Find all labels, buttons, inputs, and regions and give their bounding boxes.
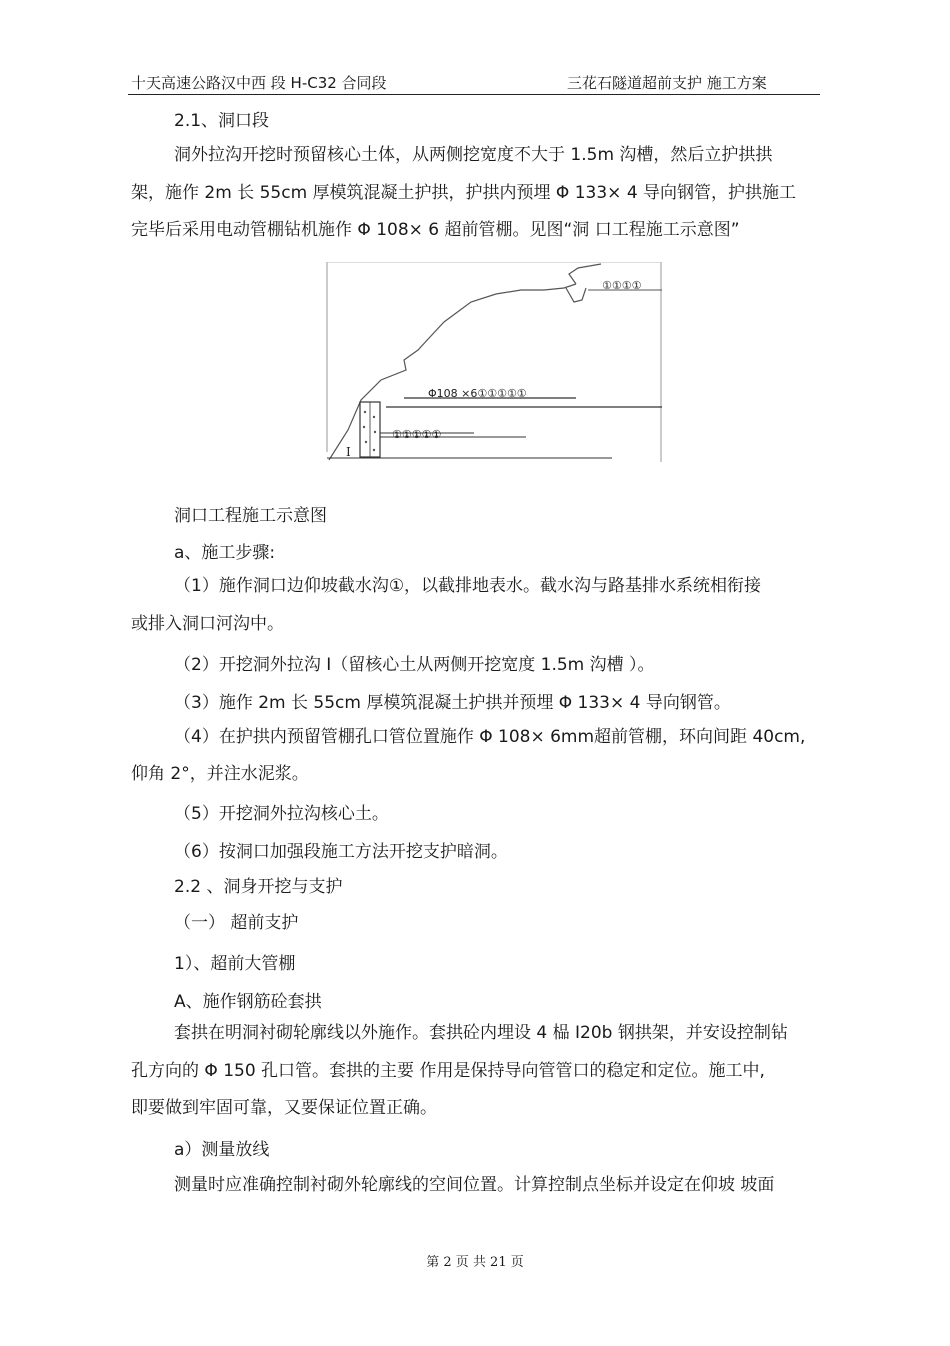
section-2-1-title: 2.1、洞口段 [174, 111, 270, 131]
step-6: （6）按洞口加强段施工方法开挖支护暗洞。 [174, 842, 508, 862]
step-1-line-2: 或排入洞口河沟中。 [131, 614, 284, 634]
slope-line [329, 284, 576, 460]
section-2-2-title: 2.2 、洞身开挖与支护 [174, 877, 343, 897]
subheading-pipe-roof: 1）、超前大管棚 [174, 954, 296, 974]
paragraph-1-line-1: 洞外拉沟开挖时预留核心土体，从两侧挖宽度不大于 1.5m 沟槽，然后立护拱拱 [174, 145, 773, 165]
subheading-survey: a）测量放线 [174, 1140, 270, 1160]
step-5: （5）开挖洞外拉沟核心土。 [174, 804, 389, 824]
paragraph-1-line-2: 架，施作 2m 长 55cm 厚模筑混凝土护拱，护拱内预埋 Φ 133× 4 导向钢管，护拱施工 [131, 183, 797, 203]
label-trench-I: I [346, 445, 351, 459]
step-1-line-1: （1）施作洞口边仰坡截水沟①，以截排地表水。截水沟与路基排水系统相衔接 [174, 576, 762, 596]
header-right: 三花石隧道超前支护 施工方案 [567, 74, 767, 92]
subheading-advance-support: （一） 超前支护 [174, 913, 299, 933]
page-footer: 第 2 页 共 21 页 [426, 1255, 524, 1270]
paragraph-A-line-1: 套拱在明洞衬砌轮廓线以外施作。套拱砼内埋设 4 榀 I20b 钢拱架，并安设控制钻 [174, 1023, 788, 1043]
paragraph-B-line-1: 测量时应准确控制衬砌外轮廓线的空间位置。计算控制点坐标并设定在仰坡 坡面 [174, 1175, 775, 1195]
label-top: ①①①① [602, 279, 642, 292]
figure-caption: 洞口工程施工示意图 [174, 506, 327, 526]
header-left: 十天高速公路汉中西 段 H-C32 合同段 [131, 74, 387, 92]
label-pipe: Φ108 ×6①①①①① [428, 387, 527, 400]
step-4-line-2: 仰角 2°，并注水泥浆。 [131, 764, 309, 784]
arch-fill-dots [363, 411, 376, 451]
slope-top-line [569, 264, 601, 284]
paragraph-1-line-3: 完毕后采用电动管棚钻机施作 Φ 108× 6 超前管棚。见图“洞 口工程施工示意图” [131, 220, 740, 240]
intercepting-ditch [566, 288, 586, 302]
figure-drawing [326, 262, 662, 464]
step-2: （2）开挖洞外拉沟 I（留核心土从两侧开挖宽度 1.5m 沟槽 ）。 [174, 655, 655, 675]
label-arch: ①①①①① [392, 428, 442, 441]
header-rule [128, 94, 820, 95]
paragraph-A-line-2: 孔方向的 Φ 150 孔口管。套拱的主要 作用是保持导向管管口的稳定和定位。施工中, [131, 1061, 765, 1081]
paragraph-A-line-3: 即要做到牢固可靠，又要保证位置正确。 [131, 1098, 437, 1118]
step-3: （3）施作 2m 长 55cm 厚模筑混凝土护拱并预埋 Φ 133× 4 导向钢管。 [174, 693, 731, 713]
steps-title: a、施工步骤: [174, 543, 276, 563]
step-4-line-1: （4）在护拱内预留管棚孔口管位置施作 Φ 108× 6mm超前管棚，环向间距 40cm, [174, 727, 806, 747]
subheading-steel-arch: A、施作钢筋砼套拱 [174, 992, 322, 1012]
portal-construction-figure [326, 262, 662, 464]
